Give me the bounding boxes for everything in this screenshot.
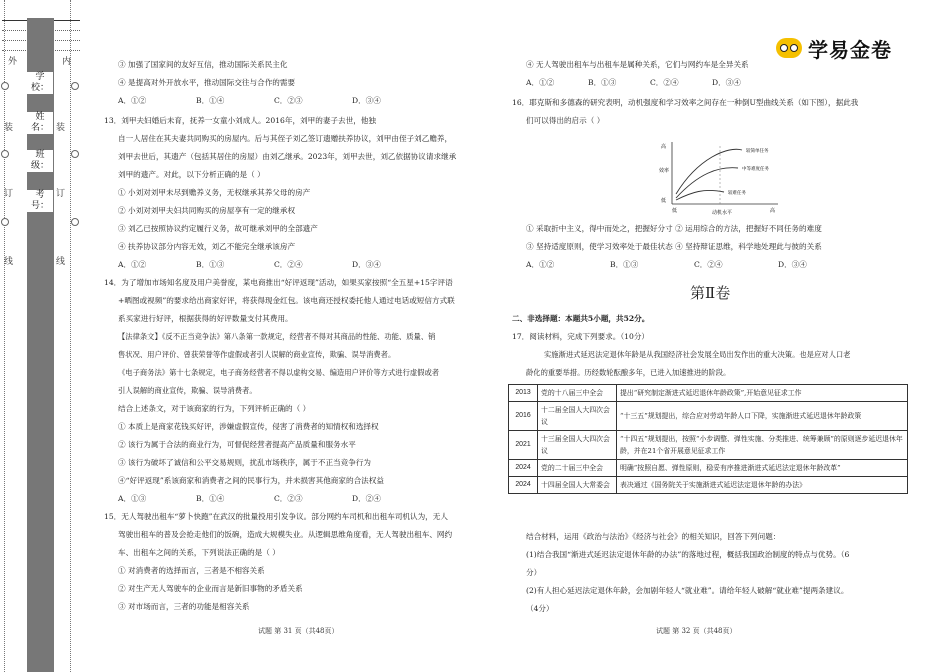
table-cell-content: 表决通过《国务院关于实施渐进式延迟法定退休年龄的办法》 — [617, 477, 908, 494]
outer-dotted-line — [4, 0, 5, 672]
q14-options — [118, 490, 381, 507]
choice-b[interactable]: B．①③ — [196, 260, 225, 269]
page-footer-left: 试题 第 31 页（共48页） — [258, 627, 339, 635]
table-row — [509, 385, 908, 402]
q13-stem: 自一人居住在其夫妻共同购买的房屋内。后与其侄子刘乙签订遗赠扶养协议，刘甲由侄子刘乙赡养， — [118, 134, 453, 143]
q12-options — [118, 92, 381, 109]
q13-options — [118, 256, 381, 273]
logo-text: 学易金卷 — [808, 37, 892, 62]
name-field[interactable]: 姓名： — [27, 112, 53, 134]
choice-d[interactable]: D．③④ — [778, 260, 807, 269]
table-cell-year: 2024 — [509, 477, 538, 494]
q17-sub2: (2)有人担心延迟法定退休年龄，会加剧年轻人“就业难”。请给年轻人破解“就业难”提两条建议。 — [526, 586, 849, 595]
q17-material: 龄化的重要举措。历经数轮酝酿多年，已进入加速推进的阶段。 — [526, 368, 731, 377]
table-cell-event: 党的十八届三中全会 — [538, 385, 617, 402]
punch-hole — [1, 150, 9, 158]
q15-stem: 车、出租车之间的关系，下列说法正确的是（ ） — [118, 548, 280, 557]
table-cell-event: 十三届全国人大四次会议 — [538, 431, 617, 460]
table-cell-event: 党的二十届三中全会 — [538, 460, 617, 477]
table-cell-event: 十二届全国人大四次会议 — [538, 402, 617, 431]
y-tick-high: 高 — [661, 144, 667, 150]
y-axis-label: 效率 — [659, 168, 670, 174]
table-row — [509, 431, 908, 460]
q14-item: ① 本质上是商家花钱买好评，涉嫌虚假宣传，侵害了消费者的知情权和选择权 — [118, 422, 379, 431]
q17-sub2-cont: （4分） — [526, 604, 554, 613]
law-text: 引人误解的商业宣传，欺骗、误导消费者。 — [118, 386, 257, 395]
choice-d[interactable]: D．③④ — [712, 78, 741, 87]
q15-item: ① 对消费者的选择而言，三者是不相容关系 — [118, 566, 265, 575]
x-tick-high: 高 — [770, 208, 776, 214]
inner-label-4: 线 — [56, 257, 66, 267]
punch-hole — [71, 82, 79, 90]
q16-item: ① 采取折中主义，得中而处之，把握好分寸 ② 运用综合的方法，把握好不同任务的难度 — [526, 224, 822, 233]
outer-label-3: 订 — [4, 189, 14, 199]
q14-stem: 系买家进行好评，根据获得的好评数量支付其费用。 — [118, 314, 293, 323]
q15-item: ③ 对市场而言，三者的功能是相容关系 — [118, 602, 250, 611]
x-tick-low: 低 — [672, 208, 678, 214]
table-cell-year: 2024 — [509, 460, 538, 477]
q14-item: ③ 该行为破坏了诚信和公平交易规则，扰乱市场秩序，属于不正当竞争行为 — [118, 458, 372, 467]
option-line: ③ 加强了国家间的友好互信，推动国际关系民主化 — [118, 60, 288, 69]
q17-prompt: 结合材料，运用《政治与法治》《经济与社会》的相关知识，回答下列问题： — [526, 532, 781, 541]
table-cell-content: “十四五”规划提出，按照“小步调整、弹性实施、分类推进、统筹兼顾”的原则逐步延迟退休年龄，并在21个省开展意见征求工作 — [617, 431, 908, 460]
q13-stem: 13．刘甲夫妇婚后未育，抚养一女童小刘成人。2016年，刘甲的妻子去世，他独 — [104, 116, 376, 125]
table-cell-year: 2021 — [509, 431, 538, 460]
section-title: 第Ⅱ卷 — [690, 284, 731, 302]
table-cell-content: “十三五”规划提出，综合应对劳动年龄人口下降，实施渐进式延迟退休年龄政策 — [617, 402, 908, 431]
option-line: ④ 是提高对外开放水平，推动国际交往与合作的需要 — [118, 78, 296, 87]
q13-stem: 刘甲的遗产。对此，以下分析正确的是（ ） — [118, 170, 265, 179]
q16-options — [526, 256, 807, 273]
series-easy — [676, 149, 742, 194]
q17-intro: 17．阅读材料，完成下列要求。（10分） — [512, 332, 650, 341]
q15-stem: 15．无人驾驶出租车“萝卜快跑”在武汉的批量投用引发争议。部分网约车司机和出租车司机认为，无人 — [104, 512, 448, 521]
choice-d[interactable]: D．②④ — [352, 494, 381, 503]
choice-b[interactable]: B．①④ — [196, 96, 225, 105]
choice-b[interactable]: B．①③ — [610, 260, 639, 269]
q14-stem: 14．为了增加市场知名度及用户美誉度，某电商推出“好评返现”活动，如果买家按照“全五星+15字评语 — [104, 278, 453, 287]
punch-hole — [1, 82, 9, 90]
legend-medium: 中等难度任务 — [742, 167, 769, 172]
q13-item: ② 小刘对刘甲夫妇共同购买的房屋享有一定的继承权 — [118, 206, 296, 215]
series-hard — [676, 190, 724, 200]
q14-item: ② 该行为属于合法的商业行为，可督促经营者提高产品质量和服务水平 — [118, 440, 356, 449]
table-row — [509, 460, 908, 477]
exam-number-field[interactable]: 考号： — [27, 190, 53, 212]
x-axis-label: 动机水平 — [712, 210, 733, 216]
left-page — [104, 0, 524, 672]
choice-c[interactable]: C．②③ — [274, 96, 303, 105]
table-cell-year: 2013 — [509, 385, 538, 402]
law-text: 售状况、用户评价、曾获荣誉等作虚假或者引人误解的商业宣传，欺骗、误导消费者。 — [118, 350, 396, 359]
choice-a[interactable]: A．①② — [526, 260, 555, 269]
q17-sub1-cont: 分） — [526, 568, 542, 577]
q17-material: 实施渐进式延迟法定退休年龄是从我国经济社会发展全局出发作出的重大决策。也是应对人口老 — [544, 350, 851, 359]
inner-label-3: 订 — [56, 189, 66, 199]
table-row — [509, 477, 908, 494]
right-page — [512, 0, 912, 672]
choice-b[interactable]: B．①③ — [588, 78, 617, 87]
q17-sub1: (1)结合我国“渐进式延迟法定退休年龄的办法”的落地过程，概括我国政治制度的特点与优势。（6 — [526, 550, 850, 559]
punch-hole — [71, 218, 79, 226]
policy-timeline-table — [508, 384, 908, 494]
choice-c[interactable]: C．②④ — [274, 260, 303, 269]
choice-c[interactable]: C．②③ — [274, 494, 303, 503]
choice-a[interactable]: A．①③ — [118, 494, 147, 503]
q14-prompt: 结合上述条文，对于该商家的行为，下列评析正确的（ ） — [118, 404, 311, 413]
choice-b[interactable]: B．①④ — [196, 494, 225, 503]
q13-item: ④ 扶养协议部分内容无效，刘乙不能完全继承该房产 — [118, 242, 296, 251]
choice-a[interactable]: A．①② — [118, 96, 147, 105]
table-cell-content: 提出“研究制定渐进式延迟退休年龄政策”,开始意见征求工作 — [617, 385, 908, 402]
q16-item: ③ 坚持适度原则，使学习效率处于最佳状态 ④ 坚持辩证思维，科学地处理此与彼的关系 — [526, 242, 822, 251]
q14-stem: +晒图或视频”的要求给出商家好评，将获得现金红包。该电商还授权委托他人通过电话或短信方式联 — [118, 296, 455, 305]
q15-item: ② 对生产无人驾驶车的企业而言是新旧事物的矛盾关系 — [118, 584, 303, 593]
choice-d[interactable]: D．③④ — [352, 96, 381, 105]
legend-hard: 较难任务 — [728, 191, 746, 196]
table-cell-event: 十四届全国人大常委会 — [538, 477, 617, 494]
inner-label-1: 内 — [62, 57, 72, 67]
choice-d[interactable]: D．③④ — [352, 260, 381, 269]
table-cell-year: 2016 — [509, 402, 538, 431]
yerkes-dodson-chart — [658, 138, 798, 218]
binding-margin — [0, 0, 90, 672]
law-text: 【法律条文】《反不正当竞争法》第八条第一款规定，经营者不得对其商品的性能、功能、质量、销 — [118, 332, 436, 341]
page-footer-right: 试题 第 32 页（共48页） — [656, 627, 737, 635]
q15-stem: 驾驶出租车的普及会抢走他们的饭碗，造成大规模失业。从逻辑思维角度看，无人驾驶出租车、网约 — [118, 530, 453, 539]
choice-a[interactable]: A．①② — [526, 78, 555, 87]
q14-item: ④“好评返现”系该商家和消费者之间的民事行为，并未损害其他商家的合法权益 — [118, 476, 384, 485]
y-tick-low: 低 — [661, 198, 667, 204]
punch-hole — [71, 150, 79, 158]
legend-easy: 较简单任务 — [746, 149, 769, 154]
law-text: 《电子商务法》第十七条规定，电子商务经营者不得以虚构交易、编造用户评价等方式进行虚假或者 — [118, 368, 440, 377]
q13-stem: 刘甲去世后，其遗产（包括其居住的房屋）由刘乙继承。2023年，刘甲去世，刘乙依据协议请求继承 — [118, 152, 457, 161]
punch-hole — [1, 218, 9, 226]
q13-item: ① 小刘对刘甲未尽到赡养义务，无权继承其养父母的房产 — [118, 188, 311, 197]
choice-c[interactable]: C．②④ — [694, 260, 723, 269]
inner-dotted-line — [70, 0, 71, 672]
outer-label-4: 线 — [4, 257, 14, 267]
section-heading: 二、非选择题：本题共5小题，共52分。 — [512, 314, 650, 323]
q16-stem: 16．耶克斯和多德森的研究表明，动机强度和学习效率之间存在一种倒U型曲线关系（如下图），据此我 — [512, 98, 859, 107]
choice-c[interactable]: C．②④ — [650, 78, 679, 87]
q16-stem: 们可以得出的启示（ ） — [526, 116, 605, 125]
choice-a[interactable]: A．①② — [118, 260, 147, 269]
outer-label-1: 外 — [8, 57, 18, 67]
q15-options — [526, 74, 741, 91]
class-field[interactable]: 班级： — [27, 150, 53, 172]
school-field[interactable]: 学校： — [27, 72, 53, 94]
outer-label-2: 装 — [4, 123, 14, 133]
inner-label-2: 装 — [56, 123, 66, 133]
table-row — [509, 402, 908, 431]
table-cell-content: 明确“按照自愿、弹性原则，稳妥有序推进渐进式延迟法定退休年龄改革” — [617, 460, 908, 477]
q13-item: ③ 刘乙已按照协议约定履行义务，故可继承刘甲的全部遗产 — [118, 224, 318, 233]
option-line: ④ 无人驾驶出租车与出租车是属种关系，它们与网约车是全异关系 — [526, 60, 749, 69]
